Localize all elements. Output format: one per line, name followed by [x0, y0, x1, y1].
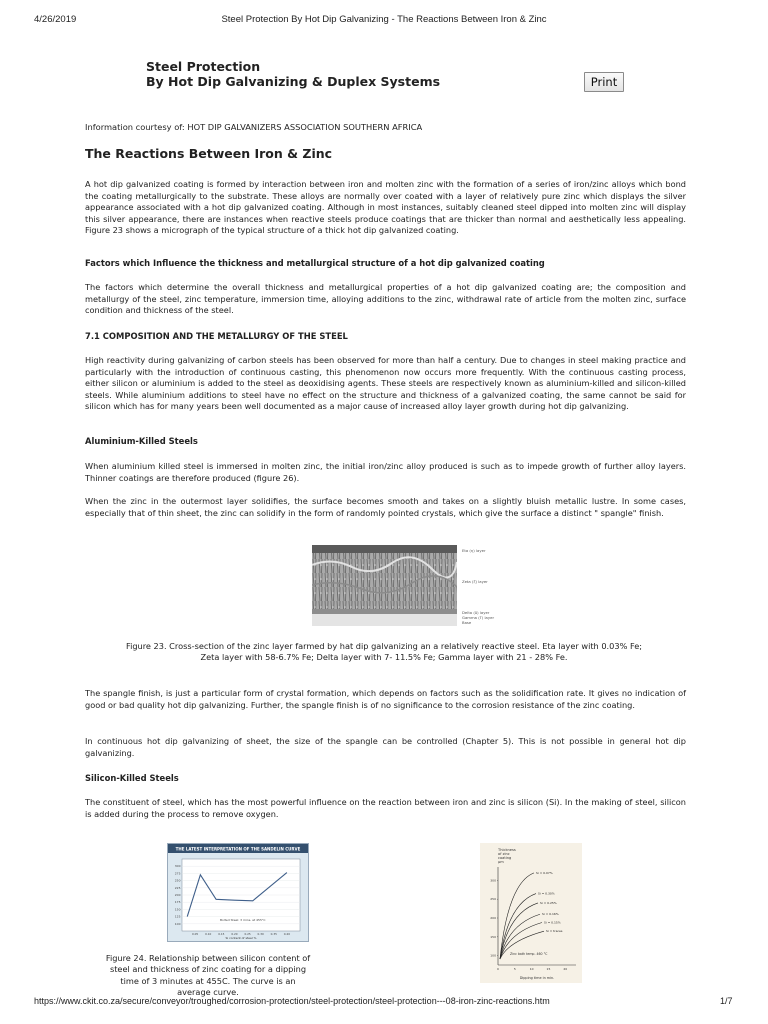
- fig24-annotation: Bolted Steel: 3 mins. at 455°C: [220, 918, 266, 922]
- label-zeta: Zeta (ζ) layer: [462, 579, 488, 584]
- fig24-xlabel: Si content of steel %: [225, 936, 257, 940]
- heading-section-7-1: 7.1 COMPOSITION AND THE METALLURGY OF THE STEEL: [85, 331, 348, 341]
- fig25-xtick: 5: [513, 967, 516, 971]
- print-date: 4/26/2019: [34, 14, 77, 25]
- paragraph-reactivity: High reactivity during galvanizing of carbon steels has been observed for more than half a century. Due to changes in steel making practice and particularly with the introduction of continuous casting, this phenomenon now occurs more frequently. With the continuous casting process, either silicon or aluminium is added to the steel as deoxidising agents. These steels are respectively known as aluminium-killed and silicon-killed steels. While aluminium additions to steel have no effect on the structure and thickness of a galvanized coating, the same cannot be said for silicon which has for many years been well documented as a major cause of increased alloy layer growth during hot dip galvanizing.: [85, 355, 686, 411]
- courtesy-text: Information courtesy of: HOT DIP GALVANIZERS ASSOCIATION SOUTHERN AFRICA: [85, 122, 423, 132]
- fig24-ytick: 225: [174, 885, 181, 890]
- fig25-ytick: 200: [490, 916, 496, 920]
- fig25-series-label: Si = 0.16%: [542, 912, 559, 917]
- fig24-ytick: 275: [174, 871, 181, 876]
- fig25-ytick: 100: [490, 953, 496, 958]
- fig25-ylabel-4: µm: [498, 860, 504, 864]
- fig24-xtick: 0.30: [257, 932, 264, 936]
- paragraph-intro: A hot dip galvanized coating is formed by interaction between iron and molten zinc with the formation of a series of iron/zinc alloys which bond the coating metallurgically to the substrate. These alloys are normally over coated with a layer of relatively pure zinc which displays the silver appearance associated with a hot dip galvanized coating. Although in most instances, suitably cleaned steel dipped into molten zinc will display this silver appearance, there are instances when reactive steels produce coatings that are thicker than normal and aesthetically less appealing. Figure 23 shows a micrograph of the typical structure of a thick hot dip galvanized coating.: [85, 179, 686, 235]
- label-delta: Delta (δ) layer: [462, 610, 490, 615]
- site-title-line1: Steel Protection: [146, 59, 261, 74]
- fig24-xtick: 0.25: [244, 932, 251, 936]
- fig25-xtick: 0: [497, 967, 499, 971]
- figure24-chart: [167, 843, 309, 942]
- fig24-xtick: 0.20: [231, 932, 238, 936]
- fig25-xtick: 20: [563, 967, 568, 971]
- figure23-caption: Figure 23. Cross-section of the zinc layer farmed by hat dip galvanizing an a relatively reactive steel. Eta layer with 0.03% Fe; Zeta layer with 58-6.7% Fe; Delta layer with 7- 11.5% Fe; Gamma layer with 21 - 28% Fe.: [125, 641, 643, 663]
- fig24-xtick: 0.35: [270, 932, 277, 936]
- figure25-chart: [480, 843, 582, 983]
- heading-al-killed: Aluminium-Killed Steels: [85, 436, 198, 446]
- fig24-ytick: 150: [174, 907, 181, 912]
- fig25-ytick: 150: [490, 934, 496, 939]
- fig24-ytick: 100: [174, 921, 181, 926]
- fig24-xtick: 0.15: [218, 932, 225, 936]
- fig24-ytick: 125: [174, 914, 181, 919]
- fig24-title: THE LATEST INTERPRETATION OF THE SANDELIN CURVE: [175, 846, 301, 852]
- fig25-zinc-temp: Zinc bath temp. 460 °C: [510, 952, 548, 956]
- page-title: The Reactions Between Iron & Zinc: [85, 146, 333, 161]
- fig24-xtick: 0.10: [205, 932, 212, 936]
- fig25-xlabel: Dipping time in min.: [519, 976, 555, 980]
- print-button[interactable]: Print: [584, 72, 624, 92]
- paragraph-factors: The factors which determine the overall thickness and metallurgical properties of a hot dip galvanized coating are; the composition and metallurgy of the steel, zinc temperature, immersion time, alloying additions to the zinc, withdrawal rate of article from the molten zinc, surface condition and thickness of the steel.: [85, 282, 686, 315]
- print-footer-url[interactable]: https://www.ckit.co.za/secure/conveyor/troughed/corrosion-protection/steel-protection/steel-protection---08-iron-zinc-reactions.htm: [34, 996, 550, 1006]
- paragraph-continuous: In continuous hot dip galvanizing of sheet, the size of the spangle can be controlled (Chapter 5). This is not possible in general hot dip galvanizing.: [85, 736, 686, 758]
- fig25-series-label: Si = 0.30%: [538, 891, 555, 896]
- figure23-micrograph: [312, 545, 457, 626]
- site-title-line2: By Hot Dip Galvanizing & Duplex Systems: [146, 74, 441, 89]
- fig25-ylabel-2: of zinc: [498, 852, 510, 856]
- fig25-ytick: 250: [490, 897, 496, 902]
- fig25-ylabel-1: Thickness: [498, 848, 516, 852]
- fig24-ytick: 250: [174, 878, 181, 883]
- fig25-xtick: 15: [546, 967, 551, 971]
- heading-factors: Factors which Influence the thickness and metallurgical structure of a hot dip galvanized coating: [85, 258, 545, 268]
- paragraph-silicon: The constituent of steel, which has the most powerful influence on the reaction between iron and zinc is silicon (Si). In the making of steel, silicon is added during the process to remove oxygen.: [85, 797, 686, 819]
- fig24-ytick: 300: [174, 864, 181, 869]
- fig25-ylabel-3: coating: [498, 856, 512, 860]
- paragraph-al-killed-2: When the zinc in the outermost layer solidifies, the surface becomes smooth and takes on a slightly bluish metallic lustre. In some cases, especially that of thin sheet, the zinc can solidify in the form of randomly pointed crystals, which give the surface a distinct " spangle" finish.: [85, 496, 686, 518]
- fig25-xtick: 10: [529, 967, 534, 971]
- figure24-caption: Figure 24. Relationship between silicon content of steel and thickness of zinc coating for a dipping time of 3 minutes at 455C. The curve is an average curve.: [105, 953, 311, 998]
- print-footer-page: 1/7: [720, 996, 733, 1006]
- paragraph-al-killed-1: When aluminium killed steel is immersed in molten zinc, the initial iron/zinc alloy produced is such as to impede growth of further alloy layers. Thinner coatings are therefore produced (figure 26).: [85, 461, 686, 483]
- fig25-ytick: 300: [490, 878, 496, 883]
- print-page-title: Steel Protection By Hot Dip Galvanizing - The Reactions Between Iron & Zinc: [221, 14, 547, 25]
- site-title: [146, 59, 440, 89]
- fig25-series-label: Si = 0.15%: [544, 920, 561, 925]
- fig24-xtick: 0.05: [191, 932, 199, 936]
- fig25-series-label: Si = 0.07%: [536, 870, 553, 875]
- label-eta: Eta (η) layer: [462, 548, 486, 553]
- heading-si-killed: Silicon-Killed Steels: [85, 773, 179, 783]
- fig24-xtick: 0.40: [283, 932, 291, 936]
- paragraph-spangle: The spangle finish, is just a particular form of crystal formation, which depends on factors such as the solidification rate. It gives no indication of good or bad quality hot dip galvanizing. Further, the spangle finish is of no significance to the corrosion resistance of the zinc coating.: [85, 688, 686, 710]
- label-base: Base: [462, 620, 472, 625]
- label-gamma: Gamma (Γ) layer: [462, 615, 495, 620]
- fig24-ytick: 175: [174, 900, 181, 905]
- fig25-series-label: Si = 0.25%: [540, 900, 557, 905]
- fig25-curve: [500, 873, 534, 959]
- fig24-ytick: 200: [174, 893, 181, 897]
- fig25-series-label: Si = traces: [546, 929, 563, 934]
